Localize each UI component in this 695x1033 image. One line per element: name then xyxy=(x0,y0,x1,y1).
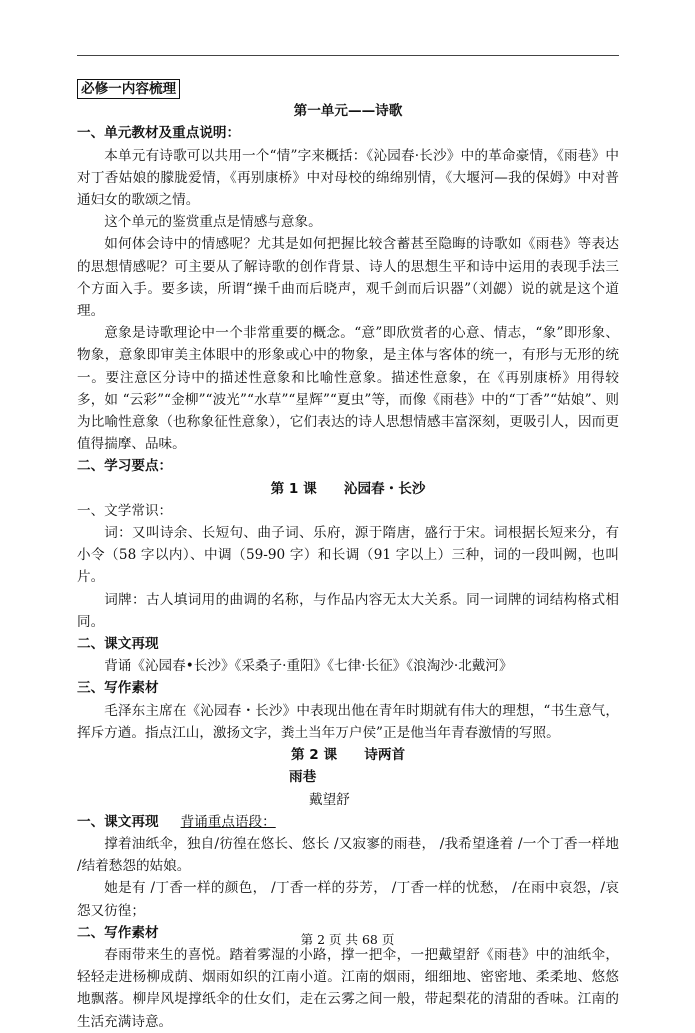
lesson-1-subheading: 一、文学常识： xyxy=(77,502,173,519)
header-rule xyxy=(77,55,619,56)
paragraph: 撑着油纸伞，独自/彷徨在悠长、悠长 /又寂寥的雨巷， /我希望逢着 /一个丁香一样地 /结着愁怨的姑娘。 xyxy=(77,835,619,875)
lesson-2-title: 第 2 课 诗两首 xyxy=(290,747,406,764)
paragraph: 词：又叫诗余、长短句、曲子词、乐府，源于隋唐，盛行于宋。词根据长短来分，有小令（58 字以内）、中调（59-90 字）和长调（91 字以上）三种，词的一段叫阙，也叫片。 xyxy=(77,525,619,586)
paragraph: 毛泽东主席在《沁园春・长沙》中表现出他在青年时期就有伟大的理想，“书生意气，挥斥方遒。指点江山，激扬文字，粪土当年万户侯”正是他当年青春激情的写照。 xyxy=(77,702,619,741)
paragraph: 她是有 /丁香一样的颜色， /丁香一样的芬芳， /丁香一样的忧愁， /在雨中哀怨，/哀怨又彷徨； xyxy=(77,880,619,919)
lesson-1-title: 第 1 课 沁园春・长沙 xyxy=(270,480,426,497)
section-heading-1: 一、单元教材及重点说明： xyxy=(77,125,241,142)
recite-note: 背诵重点语段： xyxy=(180,813,276,830)
paragraph: 本单元有诗歌可以共用一个“情”字来概括：《沁园春·长沙》中的革命豪情，《雨巷》中对丁香姑娘的朦胧爱情，《再别康桥》中对母校的绵绵别情，《大堰河—我的保姆》中对普通妇女的歌颂之情。 xyxy=(77,147,619,209)
paragraph: 如何体会诗中的情感呢？尤其是如何把握比较含蓄甚至隐晦的诗歌如《雨巷》等表达的思想情感呢？可主要从了解诗歌的创作背景、诗人的思想生平和诗中运用的表现手法三个方面入手。要多读，所谓“操千曲而后晓声，观千剑而后识器”（刘勰）说的就是这个道理。 xyxy=(77,236,619,320)
unit-title: 第一单元——诗歌 xyxy=(293,103,403,120)
lesson-2-subheading xyxy=(77,811,619,833)
section-heading-2: 二、学习要点： xyxy=(77,458,173,475)
poem-title: 雨巷 xyxy=(289,769,317,786)
paragraph: 背诵《沁园春•长沙》《采桑子·重阳》《七律·长征》《浪淘沙·北戴河》 xyxy=(104,658,513,675)
page-content xyxy=(77,78,619,1033)
lesson-2-subheading: 二、写作素材 xyxy=(77,924,159,941)
poem-author: 戴望舒 xyxy=(309,791,350,808)
paragraph: 这个单元的鉴赏重点是情感与意象。 xyxy=(104,214,322,231)
paragraph: 春雨带来生的喜悦。踏着雾湿的小路，撑一把伞，一把戴望舒《雨巷》中的油纸伞，轻轻走进杨柳成荫、烟雨如织的江南小道。江南的烟雨，细细地、密密地、柔柔地、悠悠地飘落。柳岸风堤撑纸伞的仕女们，走在云雾之间一般，带起梨花的清甜的香味。江南的生活充满诗意。 xyxy=(77,946,619,1030)
paragraph: 词牌：古人填词用的曲调的名称，与作品内容无太大关系。同一词牌的词结构格式相同。 xyxy=(77,591,619,630)
lesson-1-subheading: 三、写作素材 xyxy=(77,680,159,697)
page-footer: 第 2 页 共 68 页 xyxy=(300,932,395,947)
section-label: 必修一内容梳理 xyxy=(77,79,180,99)
lesson-2-heading-text: 一、课文再现 xyxy=(77,813,159,830)
paragraph: 意象是诗歌理论中一个非常重要的概念。“意”即欣赏者的心意、情志，“象”即形象、物象，意象即审美主体眼中的形象或心中的物象，是主体与客体的统一，有形与无形的统一。要注意区分诗中的描述性意象和比喻性意象。描述性意象，在《再别康桥》用得较多，如 “云彩”“金柳”“波光”“水草”“星辉”“夏虫”等，而像《雨巷》中的“丁香”“姑娘”、则为比喻性意象（也称象征性意象），它们表达的诗人思想情感丰富深刻，更吸引人，因而更值得揣摩、品味。 xyxy=(77,325,619,453)
lesson-1-subheading: 二、课文再现 xyxy=(77,636,159,653)
